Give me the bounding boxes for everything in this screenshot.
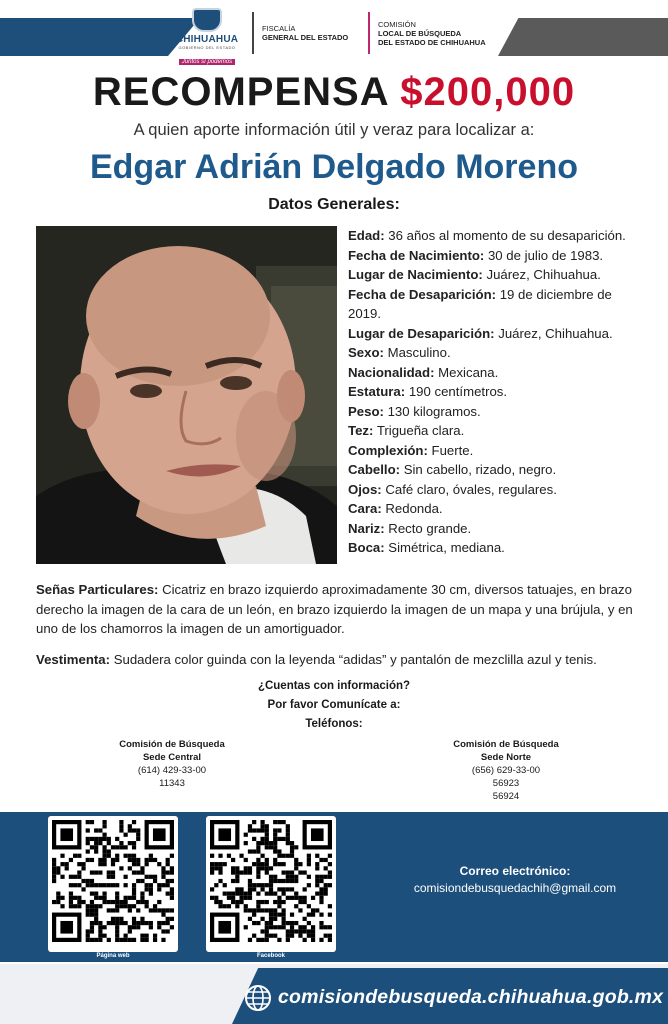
detail-label: Edad: — [348, 228, 385, 243]
detail-value: Juárez, Chihuahua. — [494, 325, 613, 341]
person-photo — [36, 226, 337, 564]
detail-row — [348, 480, 648, 500]
logo-sub: GOBIERNO DEL ESTADO — [178, 45, 236, 50]
detail-value: Sin cabello, rizado, negro. — [400, 462, 557, 477]
detail-label: Ojos: — [348, 481, 382, 497]
detail-label: Boca: — [348, 540, 385, 555]
qr-facebook-caption: Facebook — [256, 953, 285, 959]
detail-row — [348, 421, 648, 441]
logo-tag — [179, 59, 235, 65]
detail-label: Sexo: — [348, 345, 384, 360]
detail-row — [348, 402, 648, 422]
senas-value: Cicatriz en brazo izquierdo aproximadamente 30 cm, diversos tatuajes, en brazo derecho la imagen de la cara de un león, en brazo izquierdo la imagen de un mapa y una brújula, y en uno de los chamorros la imagen de un amortiguador. — [36, 582, 633, 636]
email-title: Correo electrónico: — [459, 864, 571, 878]
office-norte-name1: Comisión de Búsqueda — [453, 739, 559, 750]
detail-label: Estatura: — [348, 384, 406, 399]
detail-value: Recto grande. — [384, 520, 472, 536]
section-title: Datos Generales: — [268, 196, 400, 213]
detail-value: Trigueña clara. — [373, 423, 465, 438]
detail-row — [348, 499, 648, 519]
detail-label: Lugar de Nacimiento: — [348, 267, 483, 282]
office-central-name2: Sede Central — [142, 752, 202, 763]
portrait-image — [36, 226, 337, 564]
senas-label: Señas Particulares: — [36, 582, 159, 597]
logo-tag-b: sí podemos — [201, 59, 233, 65]
comision-line1: COMISIÓN — [378, 20, 416, 29]
office-norte-ext2: 56924 — [492, 791, 520, 802]
detail-row — [348, 265, 648, 285]
qr-web-caption: Página web — [96, 953, 130, 959]
detail-label: Nacionalidad: — [348, 364, 435, 380]
detail-value: Juárez, Chihuahua. — [482, 267, 601, 282]
detail-label: Fecha de Nacimiento: — [348, 247, 485, 263]
detail-row — [348, 538, 648, 558]
contact-phones-title: Teléfonos: — [305, 718, 363, 730]
detail-value: Fuerte. — [427, 442, 474, 458]
vestimenta-label: Vestimenta: — [36, 652, 111, 667]
logo-name: CHIHUAHUA — [175, 34, 239, 45]
detail-label: Nariz: — [348, 520, 385, 536]
detail-value: Café claro, óvales, regulares. — [381, 481, 557, 497]
detail-row — [348, 246, 648, 266]
detail-row — [348, 285, 648, 324]
office-norte — [416, 738, 596, 803]
reward-amount: $200,000 — [400, 70, 576, 114]
qr-code-icon — [52, 820, 174, 942]
office-central-phone[interactable]: (614) 429-33-00 — [137, 765, 207, 776]
qr-code-icon — [210, 820, 332, 942]
shield-icon — [192, 8, 222, 32]
detail-label: Cabello: — [348, 462, 401, 477]
vestimenta-value: Sudadera color guinda con la leyenda “adidas” y pantalón de mezclilla azul y tenis. — [110, 652, 597, 667]
qr-web[interactable] — [48, 816, 178, 952]
contact-prompt: Por favor Comunícate a: — [267, 699, 401, 711]
detail-row — [348, 460, 648, 480]
detail-value: Redonda. — [381, 501, 443, 516]
office-central-ext: 11343 — [159, 778, 185, 789]
globe-icon — [244, 984, 272, 1012]
detail-value: 190 centímetros. — [405, 384, 508, 399]
detail-label: Peso: — [348, 403, 384, 419]
detail-row — [348, 343, 648, 363]
office-norte-phone[interactable]: (656) 629-33-00 — [471, 765, 541, 776]
header-band-right — [498, 18, 668, 56]
comision-label — [378, 20, 486, 47]
detail-row — [348, 363, 648, 383]
qr-facebook[interactable] — [206, 816, 336, 952]
person-name: Edgar Adrián Delgado Moreno — [89, 148, 578, 186]
fiscalia-label — [262, 24, 348, 42]
detail-label: Lugar de Desaparición: — [348, 325, 495, 341]
detail-label: Cara: — [348, 501, 382, 516]
detail-value: 19 de diciembre de 2019. — [348, 286, 612, 321]
chihuahua-logo — [170, 8, 244, 65]
detail-row — [348, 226, 648, 246]
comision-line3: DEL ESTADO DE CHIHUAHUA — [378, 38, 486, 47]
contact-question: ¿Cuentas con información? — [257, 680, 411, 692]
detail-row — [348, 519, 648, 539]
logo-tag-a: Juntos — [181, 59, 200, 65]
details-list — [348, 226, 648, 558]
detail-row — [348, 441, 648, 461]
detail-label: Complexión: — [348, 442, 428, 458]
vestimenta — [36, 650, 640, 670]
detail-value: 36 años al momento de su desaparición. — [384, 228, 626, 243]
detail-value: 130 kilogramos. — [383, 403, 481, 419]
detail-value: Simétrica, mediana. — [384, 540, 505, 555]
email-address[interactable]: comisiondebusquedachih@gmail.com — [413, 881, 617, 895]
fiscalia-line2: GENERAL DEL ESTADO — [262, 33, 349, 42]
reward-title — [0, 68, 668, 116]
detail-row — [348, 382, 648, 402]
office-norte-ext1: 56923 — [492, 778, 520, 789]
detail-label: Tez: — [348, 423, 374, 438]
office-norte-name2: Sede Norte — [480, 752, 532, 763]
senas-particulares — [36, 580, 640, 639]
website-link[interactable]: comisiondebusqueda.chihuahua.gob.mx — [278, 986, 664, 1008]
office-central-name1: Comisión de Búsqueda — [119, 739, 225, 750]
reward-word: RECOMPENSA — [92, 70, 389, 114]
header-divider-pink — [368, 12, 370, 54]
fiscalia-line1: FISCALÍA — [262, 24, 296, 33]
subtitle: A quien aporte información útil y veraz para localizar a: — [133, 121, 535, 139]
detail-label: Fecha de Desaparición: — [348, 286, 497, 302]
detail-row — [348, 324, 648, 344]
header — [0, 0, 668, 66]
detail-value: 30 de julio de 1983. — [484, 247, 604, 263]
detail-value: Masculino. — [383, 345, 451, 360]
comision-line2: LOCAL DE BÚSQUEDA — [378, 29, 462, 38]
office-central — [82, 738, 262, 790]
header-divider — [252, 12, 254, 54]
detail-value: Mexicana. — [434, 364, 499, 380]
